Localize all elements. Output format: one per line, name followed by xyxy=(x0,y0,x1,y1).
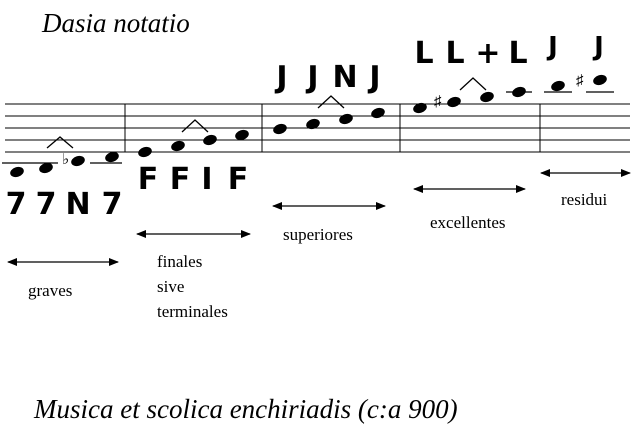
dasia-sign-4-2: L xyxy=(445,36,465,71)
range-label: finales xyxy=(157,252,203,271)
range-label: sive xyxy=(157,277,185,296)
flat-sign: ♭ xyxy=(62,152,70,168)
note-4-1 xyxy=(412,101,428,114)
dasia-sign-3-2: J xyxy=(307,60,319,95)
dasia-sign-3-4: J xyxy=(369,60,381,95)
note-2-1 xyxy=(137,145,153,158)
note-1-3 xyxy=(70,154,86,167)
dasia-sign-5-2: J xyxy=(594,32,604,62)
note-2-2 xyxy=(170,139,186,152)
semitone-brackets xyxy=(47,78,486,148)
dasia-sign-2-4: F xyxy=(227,162,249,197)
note-2-3 xyxy=(202,133,218,146)
dasia-sign-5-1: J xyxy=(548,32,558,62)
range-label: graves xyxy=(28,281,73,300)
note-5-2 xyxy=(592,73,608,86)
title: Dasia notatio xyxy=(42,8,190,38)
range-label: superiores xyxy=(283,225,353,244)
range-label: residui xyxy=(561,190,608,209)
note-3-2 xyxy=(305,117,321,130)
dasia-sign-1-2: 7 xyxy=(35,187,57,222)
note-5-1 xyxy=(550,79,566,92)
dasia-sign-3-3: N xyxy=(332,60,358,95)
dasia-sign-1-1: 7 xyxy=(5,187,27,222)
dasia-sign-3-1: J xyxy=(276,60,288,95)
dasia-sign-4-1: L xyxy=(414,36,434,71)
note-4-3 xyxy=(479,90,495,103)
note-3-1 xyxy=(272,122,288,135)
range-label: excellentes xyxy=(430,213,506,232)
note-1-1 xyxy=(9,165,25,178)
dasia-signs xyxy=(6,32,604,222)
sharp-sign: ♯ xyxy=(434,94,442,110)
range-label: terminales xyxy=(157,302,228,321)
dasia-sign-1-3: N xyxy=(65,187,91,222)
dasia-sign-2-2: F xyxy=(169,162,191,197)
dasia-sign-1-4: 7 xyxy=(101,187,123,222)
footer-caption: Musica et scolica enchiriadis (c:a 900) xyxy=(34,394,458,424)
sharp-sign: ♯ xyxy=(576,73,584,89)
dasia-sign-2-3: I xyxy=(201,162,213,197)
note-3-3 xyxy=(338,112,354,125)
staff xyxy=(5,104,630,152)
dasia-sign-4-3: + xyxy=(475,36,501,71)
note-3-4 xyxy=(370,106,386,119)
note-4-4 xyxy=(511,85,527,98)
dasia-sign-2-1: F xyxy=(137,162,159,197)
dasia-sign-4-4: L xyxy=(508,36,528,71)
note-4-2 xyxy=(446,95,462,108)
